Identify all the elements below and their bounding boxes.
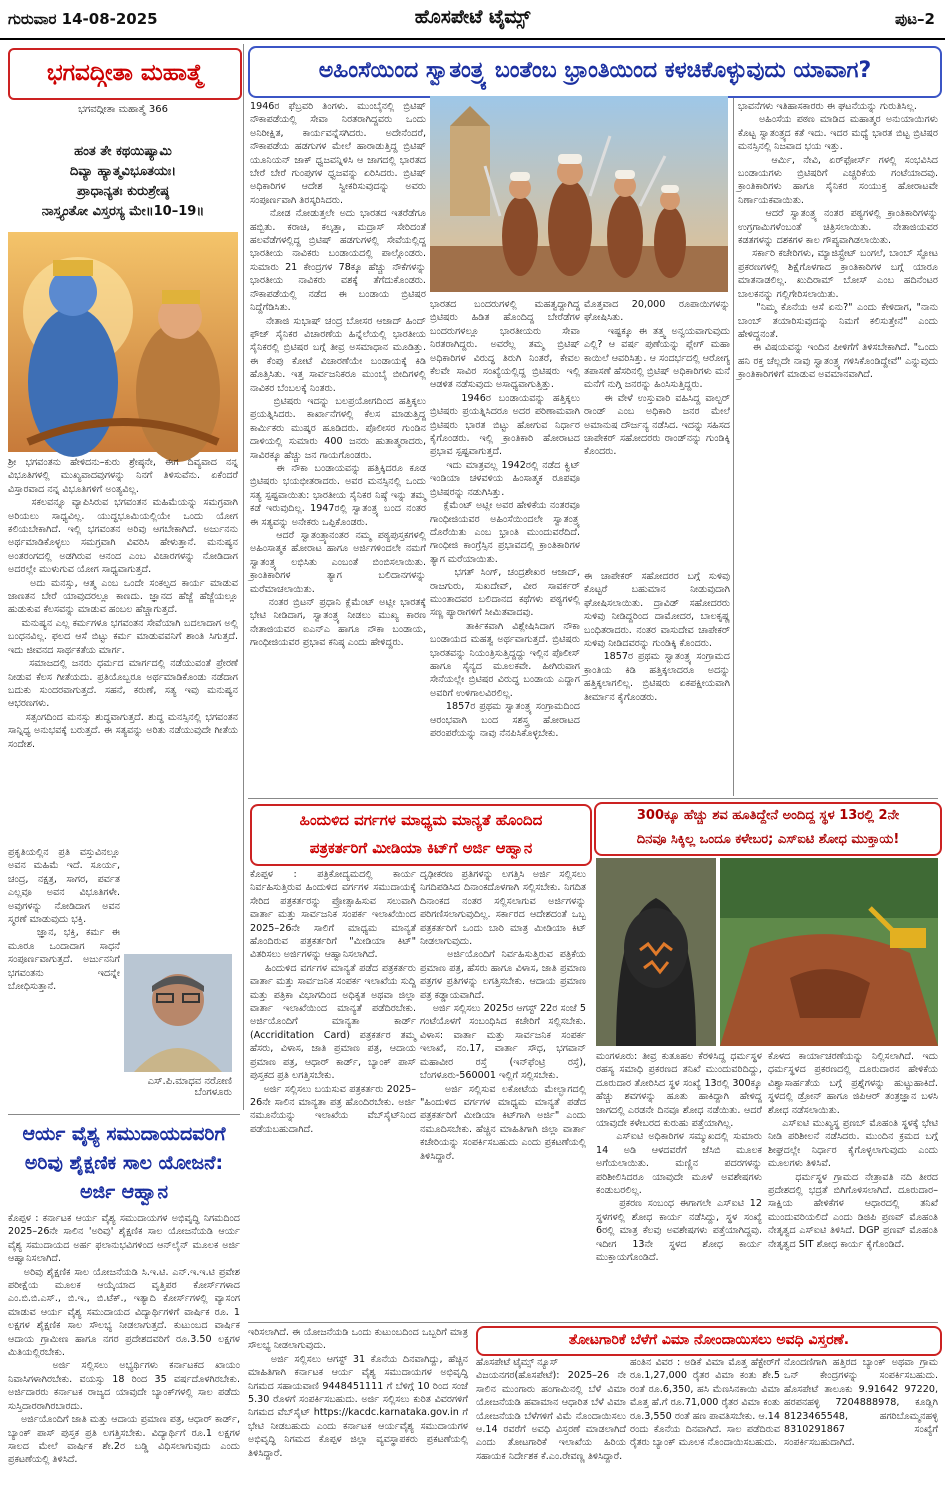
gita-body-2: ಪ್ರಕೃತಿಯಲ್ಲಿನ ಪ್ರತಿ ವಸ್ತುವಿನಲ್ಲೂ ಅವನ ಮಹಿಮೆ ಇದೆ. ಸೂರ್ಯ, ಚಂದ್ರ, ನಕ್ಷತ್ರ, ಸಾಗರ, ಪರ್ವತ ಎಲ್ಲವೂ ಅವನ ವಿಭೂತಿಗಳೇ. ಅವುಗಳನ್ನು ನೋಡಿದಾಗ ಅವನ ಸ್ಮರಣೆ ಮಾಡುವುದು ಭಕ್ತಿ. ಜ್ಞಾನ, ಭಕ್ತಿ, ಕರ್ಮ ಈ ಮೂರೂ ಒಂದಾದಾಗ ಸಾಧನೆ ಸಂಪೂರ್ಣವಾಗುತ್ತದೆ. ಅರ್ಜುನನಿಗೆ ಭಗವಂತನು ಇದನ್ನೇ ಬೋಧಿಸುತ್ತಾನೆ. bbox=[8, 847, 120, 993]
horti-headline: ತೋಟಗಾರಿಕೆ ಬೆಳೆಗೆ ವಿಮಾ ನೋಂದಾಯಿಸಲು ಅವಧಿ ವಿಸ್ತರಣೆ. bbox=[476, 1326, 942, 1356]
section-divider bbox=[248, 1322, 938, 1323]
gita-verse: ಹಂತ ತೇ ಕಥಯಿಷ್ಯಾಮಿ ದಿವ್ಯಾ ಹ್ಯಾತ್ಮವಿಭೂತಯಃ। ಪ್ರಾಧಾನ್ಯತಃ ಕುರುಶ್ರೇಷ್ಠ ನಾಸ್ತ್ಯಂತೋ ವಿಸ್ತರಸ್ಯ ಮೇ॥10–19॥ bbox=[41, 144, 205, 219]
arya-article-body: ಕೊಪ್ಪಳ : ಕರ್ನಾಟಕ ಆರ್ಯ ವೈಶ್ಯ ಸಮುದಾಯಗಳ ಅಭಿವೃದ್ಧಿ ನಿಗಮದಿಂದ 2025–26ನೇ ಸಾಲಿನ 'ಅರಿವು' ಶೈಕ್ಷಣಿಕ ಸಾಲ ಯೋಜನೆಯಡಿ ಆರ್ಯ ವೈಶ್ಯ ಸಮುದಾಯದ ಅರ್ಹ ಫಲಾನುಭವಿಗಳಿಂದ ಆನ್‌ಲೈನ್ ಮೂಲಕ ಅರ್ಜಿ ಆಹ್ವಾನಿಸಲಾಗಿದೆ. ಅರಿವು ಶೈಕ್ಷಣಿಕ ಸಾಲ ಯೋಜನೆಯಡಿ ಸಿ.ಇ.ಟಿ. ಎನ್.ಇ.ಇ.ಟಿ ಪ್ರವೇಶ ಪರೀಕ್ಷೆಯ ಮೂಲಕ ಆಯ್ಕೆಯಾದ ವೃತ್ತಿಪರ ಕೋರ್ಸ್‌ಗಳಾದ ಎಂ.ಬಿ.ಬಿ.ಎಸ್., ಬಿ.ಇ., ಬಿ.ಟೆಕ್., ಇತ್ಯಾದಿ ಕೋರ್ಸ್‌ಗಳಲ್ಲಿ ವ್ಯಾಸಂಗ ಮಾಡುವ ಆರ್ಯ ವೈಶ್ಯ ಸಮುದಾಯದ ವಿದ್ಯಾರ್ಥಿಗಳಿಗೆ ವಾರ್ಷಿಕ ರೂ. 1 ಲಕ್ಷಗಳ ಶೈಕ್ಷಣಿಕ ಸಾಲ ಸೌಲಭ್ಯ ನೀಡಲಾಗುತ್ತದೆ. ಕುಟುಂಬದ ವಾರ್ಷಿಕ ಆದಾಯ ಗ್ರಾಮೀಣ ಹಾಗೂ ನಗರ ಪ್ರದೇಶದವರಿಗೆ ರೂ.3.50 ಲಕ್ಷಗಳ ಮಿತಿಯಲ್ಲಿರಬೇಕು. ಅರ್ಜಿ ಸಲ್ಲಿಸಲು ಅಭ್ಯರ್ಥಿಗಳು ಕರ್ನಾಟಕದ ಖಾಯಂ ನಿವಾಸಿಗಳಾಗಿರಬೇಕು. ವಯಸ್ಸು 18 ರಿಂದ 35 ವರ್ಷದೊಳಗಿರಬೇಕು. ಅರ್ಜಿದಾರರು ಕರ್ನಾಟಕ ರಾಜ್ಯದ ಯಾವುದೇ ಬ್ಯಾಂಕ್‌ಗಳಲ್ಲಿ ಸಾಲ ಪಡೆದು ಸುಸ್ತಿದಾರರಾಗಿರಬಾರದು. ಅರ್ಜಿಯೊಂದಿಗೆ ಜಾತಿ ಮತ್ತು ಆದಾಯ ಪ್ರಮಾಣ ಪತ್ರ, ಆಧಾರ್ ಕಾರ್ಡ್, ಬ್ಯಾಂಕ್ ಪಾಸ್ ಪುಸ್ತಕ ಪ್ರತಿ ಲಗತ್ತಿಸಬೇಕು. ವಿದ್ಯಾರ್ಥಿಗೆ ರೂ.1 ಲಕ್ಷಗಳ ಸಾಲದ ಮೇಲೆ ವಾರ್ಷಿಕ ಶೇ.2ರ ಬಡ್ಡಿ ವಿಧಿಸಲಾಗುವುದು ಎಂದು ಪ್ರಕಟಣೆಯಲ್ಲಿ ತಿಳಿಸಿದೆ. bbox=[8, 1213, 241, 1466]
sit-headline: 300ಕ್ಕೂ ಹೆಚ್ಚು ಶವ ಹೂತಿದ್ದೇನೆ ಅಂದಿದ್ದ ಸ್ಥಳ 13ರಲ್ಲಿ 2ನೇ ದಿನವೂ ಸಿಕ್ಕಿಲ್ಲ ಒಂದೂ ಕಳೇಬರ; ಎಸ್‌ಐಟಿ ಶೋಧ ಮುಕ್ತಾಯ! bbox=[594, 802, 942, 856]
sit-article-col2: ಕೊಳದ ಕಾರ್ಯಾಚರಣೆಯನ್ನು ನಿಲ್ಲಿಸಲಾಗಿದೆ. ಇದು ಧರ್ಮಸ್ಥಳದ ಪ್ರಕರಣದಲ್ಲಿ ದೂರುದಾರನ ಹೇಳಿಕೆಯ ವಿಶ್ವಾಸಾರ್ಹತೆಯ ಬಗ್ಗೆ ಪ್ರಶ್ನೆಗಳನ್ನು ಹುಟ್ಟುಹಾಕಿದೆ. ಸ್ಥಳದಲ್ಲಿ ಡ್ರೋನ್ ಹಾಗೂ ಜಿಪಿಆರ್ ತಂತ್ರಜ್ಞಾನ ಬಳಸಿ ಶೋಧ ನಡೆಸಲಾಯಿತು. ಎಸ್‌ಐಟಿ ಮುಖ್ಯಸ್ಥ ಪ್ರಣಬ್ ಮೊಹಂತಿ ಸ್ಥಳಕ್ಕೆ ಭೇಟಿ ನೀಡಿ ಪರಿಶೀಲನೆ ನಡೆಸಿದರು. ಮುಂದಿನ ಕ್ರಮದ ಬಗ್ಗೆ ಶೀಘ್ರದಲ್ಲೇ ನಿರ್ಧಾರ ಕೈಗೊಳ್ಳಲಾಗುವುದು ಎಂದು ಮೂಲಗಳು ತಿಳಿಸಿವೆ. ಧರ್ಮಸ್ಥಳ ಗ್ರಾಮದ ನೇತ್ರಾವತಿ ನದಿ ತೀರದ ಪ್ರದೇಶದಲ್ಲಿ ಭದ್ರತೆ ಬಿಗಿಗೊಳಿಸಲಾಗಿದೆ. ದೂರುದಾರ–ಸಾಕ್ಷಿಯ ಹೇಳಿಕೆಗಳ ಆಧಾರದಲ್ಲಿ ತನಿಖೆ ಮುಂದುವರಿಯಲಿದೆ ಎಂದು ಡಿಜಿಪಿ ಪ್ರಣವ್ ಮೊಹಂತಿ ನೇತೃತ್ವದ ಎಸ್‌ಐಟಿ ತಿಳಿಸಿದೆ. DGP ಪ್ರಣವ್ ಮೊಹಂತಿ ನೇತೃತ್ವದ SIT ಶೋಧ ಕಾರ್ಯ ಕೈಗೊಂಡಿದೆ. bbox=[768, 1051, 939, 1250]
horti-article-col2: ಹಂತಿನ ವಿವರ : ಅಡಿಕೆ ವಿಮಾ ಮೊತ್ತ ಹೆಕ್ಟೇರ್‌ಗೆ ರೂ.1,27,000 ರೈತರ ವಿಮಾ ಕಂತು ಶೇ.5 ರಂತೆ ರೂ.6,350, ಹಸಿ ಮೆಣಸಿನಕಾಯಿ ವಿಮಾ ಮೊತ್ತ ಹೆ.ಗೆ ರೂ.71,000 ರೈತರ ವಿಮಾ ಕಂತು ರೂ.3,550 ರಂತೆ ಹಣ ಪಾವತಿಸಬೇಕು. ಆ.14 ರಂದು ಕೊನೆಯ ದಿನವಾಗಿದೆ. ಸಾಲ ಪಡೆದಿರುವ ರೈತರು ಬ್ಯಾಂಕ್ ಮೂಲಕ ನೊಂದಾಯಿಸಬಹುದು. bbox=[630, 1357, 784, 1449]
arya-article-col2: ಇರಿಸಲಾಗಿದೆ. ಈ ಯೋಜನೆಯಡಿ ಒಂದು ಕುಟುಂಬದಿಂದ ಒಬ್ಬರಿಗೆ ಮಾತ್ರ ಸೌಲಭ್ಯ ನೀಡಲಾಗುವುದು. ಅರ್ಜಿ ಸಲ್ಲಿಸಲು ಆಗಸ್ಟ್ 31 ಕೊನೆಯ ದಿನವಾಗಿದ್ದು, ಹೆಚ್ಚಿನ ಮಾಹಿತಿಗಾಗಿ ಕರ್ನಾಟಕ ಆರ್ಯ ವೈಶ್ಯ ಸಮುದಾಯಗಳ ಅಭಿವೃದ್ಧಿ ನಿಗಮದ ಸಹಾಯವಾಣಿ 9448451111 ಗೆ ಬೆಳಿಗ್ಗೆ 10 ರಿಂದ ಸಂಜೆ 5.30 ರೊಳಗೆ ಸಂಪರ್ಕಿಸಬಹುದು. ಅರ್ಜಿ ಸಲ್ಲಿಸಲು ಕುರಿತ ವಿವರಗಳಿಗೆ ನಿಗಮದ ವೆಬ್‌ಸೈಟ್ https://kacdc.karnataka.gov.in ಗೆ ಭೇಟಿ ನೀಡಬಹುದು ಎಂದು ಕರ್ನಾಟಕ ಆರ್ಯವೈಶ್ಯ ಸಮುದಾಯಗಳ ಅಭಿವೃದ್ಧಿ ನಿಗಮದ ಕೊಪ್ಪಳ ಜಿಲ್ಲಾ ವ್ಯವಸ್ಥಾಪಕರು ಪ್ರಕಟಣೆಯಲ್ಲಿ ತಿಳಿಸಿದ್ದಾರೆ. bbox=[248, 1327, 469, 1459]
main-article-col3-top: ಮೊತ್ತವಾದ 20,000 ರೂಪಾಯಿಗಳನ್ನು ಘೋಷಿಸಿತು. ಇಷ್ಟಕ್ಕೂ ಈ ತತ್ತ್ವ ಅನ್ವಯವಾಗುವುದು ಎಲ್ಲಿ? ಆ ವರ್ಷ ಪುಣೆಯನ್ನು ಪ್ಲೇಗ್ ಮಹಾ ಕಾಯಿಲೆ ಆವರಿಸಿತ್ತು. ಆ ಸಂದರ್ಭದಲ್ಲಿ ಆರೋಗ್ಯ ತಪಾಸಣೆ ಹೆಸರಿನಲ್ಲಿ ಬ್ರಿಟಿಷ್ ಅಧಿಕಾರಿಗಳು ಮನೆ ಮನೆಗೆ ನುಗ್ಗಿ ಜನರನ್ನು ಹಿಂಸಿಸುತ್ತಿದ್ದರು. ಈ ವೇಳೆ ಉಸ್ತುವಾರಿ ವಹಿಸಿದ್ದ ವಾಲ್ಟರ್ ರಾಂಡ್ ಎಂಬ ಅಧಿಕಾರಿ ಜನರ ಮೇಲೆ ಅಮಾನುಷ ದೌರ್ಜನ್ಯ ನಡೆಸಿದ. ಇದನ್ನು ಸಹಿಸದ ಚಾಪೇಕರ್ ಸಹೋದರರು ರಾಂಡ್‌ನನ್ನು ಗುಂಡಿಕ್ಕಿ ಕೊಂದರು. bbox=[584, 299, 731, 458]
arya-headline: ಆರ್ಯ ವೈಶ್ಯ ಸಮುದಾಯದವರಿಗೆ ಅರಿವು ಶೈಕ್ಷಣಿಕ ಸಾಲ ಯೋಜನೆ: ಅರ್ಜಿ ಆಹ್ವಾನ bbox=[22, 1123, 226, 1203]
gita-body: ಶ್ರೀ ಭಗವಂತನು ಹೇಳಿದನು–ಕುರು ಶ್ರೇಷ್ಠನೇ, ಈಗ ದಿವ್ಯವಾದ ನನ್ನ ವಿಭೂತಿಗಳಲ್ಲಿ ಮುಖ್ಯವಾದವುಗಳನ್ನು ನಿನಗೆ ತಿಳಿಸುವೆನು. ಏಕೆಂದರೆ ವಿಸ್ತಾರವಾದ ನನ್ನ ವಿಭೂತಿಗಳಿಗೆ ಅಂತ್ಯವಿಲ್ಲ. ಸಕಲವನ್ನೂ ವ್ಯಾಪಿಸಿರುವ ಭಗವಂತನ ಮಹಿಮೆಯನ್ನು ಸಮಗ್ರವಾಗಿ ಅರಿಯಲು ಸಾಧ್ಯವಿಲ್ಲ. ಯುದ್ಧಭೂಮಿಯಲ್ಲಿಯೇ ಒಂದು ಯೋಗ ಕಲಿಯಬೇಕಾಗಿದೆ. ಇಲ್ಲಿ ಭಗವಂತನ ಅರಿವು ಆಗಬೇಕಾಗಿದೆ. ಅರ್ಜುನನು ಅರ್ಥಮಾಡಿಕೊಳ್ಳಲು ಸಮಗ್ರವಾಗಿ ವಿವರಿಸಿ ಹೇಳುತ್ತಾನೆ. ಮನುಷ್ಯನ ಅಂತರಂಗದಲ್ಲಿ ಅಡಗಿರುವ ಆನಂದ ಎಂಬ ವಿಚಾರಗಳನ್ನು ನೋಡಿದಾಗ ಅದರಲ್ಲೇ ಮುಳುಗುವ ಯೋಗ ಸಾಧ್ಯವಾಗುತ್ತದೆ. ಅದು ಮನಸ್ಸು, ಆತ್ಮ ಎಂಬ ಒಂದೇ ಸಂಕಲ್ಪದ ಕಾರ್ಯ ಮಾಡುವ ಜಾಣತನ ಬೇರೆ ಯಾವುದರಲ್ಲೂ ಕಾಣದು. ಜ್ಞಾನದ ಹೆಜ್ಜೆ ಹೆಜ್ಜೆಯಲ್ಲೂ ಹುಡುಕುವ ಕೆಲಸವನ್ನು ಮಾಡುವ ಹಂಬಲ ಹೆಚ್ಚಾಗುತ್ತದೆ. ಮನುಷ್ಯನ ಎಲ್ಲ ಕರ್ಮಗಳೂ ಭಗವಂತನ ಸೇವೆಯಾಗಿ ಬದಲಾದಾಗ ಅಲ್ಲಿ ಬಂಧನವಿಲ್ಲ. ಫಲದ ಆಸೆ ಬಿಟ್ಟು ಕರ್ಮ ಮಾಡುವವನಿಗೆ ಶಾಂತಿ ಸಿಗುತ್ತದೆ. ಇದು ಜೀವನದ ಸಾರ್ಥಕತೆಯ ಮಾರ್ಗ. ಸಮಾಜದಲ್ಲಿ ಜನರು ಧರ್ಮದ ಮಾರ್ಗದಲ್ಲಿ ನಡೆಯುವಂತೆ ಪ್ರೇರಣೆ ನೀಡುವ ಕೆಲಸ ಗೀತೆಯದು. ಪ್ರತಿಯೊಬ್ಬರೂ ಅರ್ಥಮಾಡಿಕೊಂಡು ನಡೆದಾಗ ಬದುಕು ಸುಂದರವಾಗುತ್ತದೆ. ಸಹನೆ, ಕರುಣೆ, ಸತ್ಯ ಇವು ಮನುಷ್ಯನ ಆಭರಣಗಳು. ಸತ್ಸಂಗದಿಂದ ಮನಸ್ಸು ಶುದ್ಧವಾಗುತ್ತದೆ. ಶುದ್ಧ ಮನಸ್ಸಿನಲ್ಲಿ ಭಗವಂತನ ಸಾನ್ನಿಧ್ಯ ಅನುಭವಕ್ಕೆ ಬರುತ್ತದೆ. ಈ ಸತ್ಯವನ್ನು ಅರಿತು ನಡೆಯುವುದೇ ಗೀತೆಯ ಸಂದೇಶ. bbox=[8, 457, 238, 750]
media-article-col2: ದೃಢೀಕರಣ ಪ್ರತಿಗಳನ್ನು ಲಗತ್ತಿಸಿ ಅರ್ಜಿ ಸಲ್ಲಿಸಲು ನಿಗದಿಪಡಿಸಿದ ದಿನಾಂಕದೊಳಗಾಗಿ ಸಲ್ಲಿಸಬೇಕು. ನಿಗದಿತ ದಿನಾಂಕದ ನಂತರ ಸಲ್ಲಿಸಲಾಗುವ ಅರ್ಜಿಗಳನ್ನು ಪರಿಗಣಿಸಲಾಗುವುದಿಲ್ಲ. ಸರ್ಕಾರದ ಆದೇಶದಂತೆ ಒಬ್ಬ ಪತ್ರಕರ್ತರಿಗೆ ಒಂದು ಬಾರಿ ಮಾತ್ರ ಮೀಡಿಯಾ ಕಿಟ್ ನೀಡಲಾಗುವುದು. ಅರ್ಜಿಯೊಂದಿಗೆ ನಿರ್ವಹಿಸುತ್ತಿರುವ ಪತ್ರಿಕೆಯ ಪ್ರಮಾಣ ಪತ್ರ, ಹೆಸರು ಹಾಗೂ ವಿಳಾಸ, ಜಾತಿ ಪ್ರಮಾಣ ಪತ್ರಗಳ ಪ್ರತಿಗಳನ್ನು ಲಗತ್ತಿಸಬೇಕು. ಆದಾಯ ಪ್ರಮಾಣ ಪತ್ರ ಕಡ್ಡಾಯವಾಗಿದೆ. ಅರ್ಜಿ ಸಲ್ಲಿಸಲು 2025ರ ಆಗಸ್ಟ್ 22ರ ಸಂಜೆ 5 ಗಂಟೆಯೊಳಗೆ ಸಂಬಂಧಿಸಿದ ಕಚೇರಿಗೆ ಸಲ್ಲಿಸಬೇಕು. ವಿಳಾಸ: ವಾರ್ತಾ ಮತ್ತು ಸಾರ್ವಜನಿಕ ಸಂಪರ್ಕ ಇಲಾಖೆ, ನಂ.17, ವಾರ್ತಾ ಸೌಧ, ಭಗವಾನ್ ಮಹಾವೀರ ರಸ್ತೆ (ಇನ್‌ಫೆಂಟ್ರಿ ರಸ್ತೆ), ಬೆಂಗಳೂರು-560001 ಇಲ್ಲಿಗೆ ಸಲ್ಲಿಸಬೇಕು. ಅರ್ಜಿ ಸಲ್ಲಿಸುವ ಲಕೋಟೆಯ ಮೇಲ್ಭಾಗದಲ್ಲಿ "ಹಿಂದುಳಿದ ವರ್ಗಗಳ ಮಾಧ್ಯಮ ಮಾನ್ಯತೆ ಪಡೆದ ಪತ್ರಕರ್ತರಿಗೆ ಮೀಡಿಯಾ ಕಿಟ್‌ಗಾಗಿ ಅರ್ಜಿ" ಎಂದು ನಮೂದಿಸಬೇಕು. ಹೆಚ್ಚಿನ ಮಾಹಿತಿಗಾಗಿ ಜಿಲ್ಲಾ ವಾರ್ತಾ ಕಚೇರಿಯನ್ನು ಸಂಪರ್ಕಿಸಬಹುದು ಎಂದು ಪ್ರಕಟಣೆಯಲ್ಲಿ ತಿಳಿಸಿದ್ದಾರೆ. bbox=[420, 869, 587, 1162]
column-divider bbox=[243, 44, 244, 1110]
author-portrait-icon bbox=[124, 954, 232, 1072]
page-number: ಪುಟ–2 bbox=[895, 10, 935, 28]
main-article-col3-bottom: ಈ ಚಾಪೇಕರ್ ಸಹೋದರರ ಬಗ್ಗೆ ಸುಳಿವು ಕೊಟ್ಟರೆ ಬಹುಮಾನ ನೀಡುವುದಾಗಿ ಘೋಷಿಸಲಾಯಿತು. ದ್ರಾವಿಡ್ ಸಹೋದರರು ಸುಳಿವು ನೀಡಿದ್ದರಿಂದ ದಾಮೋದರ, ಬಾಲಕೃಷ್ಣ ಬಂಧಿತರಾದರು. ನಂತರ ವಾಸುದೇವ ಚಾಪೇಕರ್ ಸುಳಿವು ನೀಡಿದವರನ್ನು ಗುಂಡಿಕ್ಕಿ ಕೊಂದರು. 1857ರ ಪ್ರಥಮ ಸ್ವಾತಂತ್ರ್ಯ ಸಂಗ್ರಾಮದ ಕ್ರಾಂತಿಯ ಕಿಡಿ ಹತ್ತಿಕ್ಕಲಾದರೂ ಅದನ್ನು ಹತ್ತಿಕ್ಕಲಾಗಲಿಲ್ಲ. ಬ್ರಿಟಿಷರು ಏಕಪಕ್ಷೀಯವಾಗಿ ತೀರ್ಮಾನ ಕೈಗೊಂಡರು. bbox=[584, 571, 730, 703]
horti-article-col1: ಹೊಸಪೇಟೆ ಟೈಮ್ಸ್ ನ್ಯೂಸ್ ವಿಜಯನಗರ(ಹೊಸಪೇಟೆ): 2025–26 ನೇ ಸಾಲಿನ ಮುಂಗಾರು ಹಂಗಾಮಿನಲ್ಲಿ ಬೆಳೆ ವಿಮಾ ಯೋಜನೆಯಡಿ ಹವಾಮಾನ ಆಧಾರಿತ ಬೆಳೆ ವಿಮಾ ಯೋಜನೆಯಡಿ ಬೆಳೆಗಳಿಗೆ ವಿಮೆ ನೊಂದಾಯಿಸಲು ಆ.14 ರವರೆಗೆ ಅವಧಿ ವಿಸ್ತರಣೆ ಮಾಡಲಾಗಿದೆ ಎಂದು ತೋಟಗಾರಿಕೆ ಇಲಾಖೆಯ ಹಿರಿಯ ಸಹಾಯಕ ನಿರ್ದೇಶಕ ಕೆ.ಎಂ.ರೇವಣ್ಣ ತಿಳಿಸಿದ್ದಾರೆ. bbox=[476, 1357, 626, 1462]
author-caption: ಎಸ್.ಪಿ.ಮಾಧವ ನರೋಣಿ ಬೆಂಗಳೂರು bbox=[147, 1076, 232, 1098]
media-headline: ಹಿಂದುಳಿದ ವರ್ಗಗಳ ಮಾಧ್ಯಮ ಮಾನ್ಯತೆ ಹೊಂದಿದ ಪತ್ರಕರ್ತರಿಗೆ ಮೀಡಿಯಾ ಕಿಟ್‌ಗೆ ಅರ್ಜಿ ಆಹ್ವಾನ bbox=[250, 804, 592, 866]
main-article-col4: ಭಾವನೆಗಳು ಇತಿಹಾಸಕಾರರು ಈ ಘಟನೆಯನ್ನು ಗುರುತಿಸಿಲ್ಲ. ಅಹಿಂಸೆಯ ಪಠಣ ಮಾಡಿದ ಮಹಾತ್ಮರ ಅನುಯಾಯಿಗಳು ಕೊಟ್ಟ ಸ್ವಾತಂತ್ರ್ಯದ ಕತೆ ಇದು. ಇದರ ಮಧ್ಯೆ ಭಾರತ ಬಿಟ್ಟ ಬ್ರಿಟಿಷರ ಮನಸ್ಸಿನಲ್ಲಿ ನಿಜವಾದ ಭಯ ಇತ್ತು. ಆರ್ಮಿ, ನೇವಿ, ಏರ್‌ಫೋರ್ಸ್ ಗಳಲ್ಲಿ ಸಂಭವಿಸಿದ ಬಂಡಾಯಗಳು ಬ್ರಿಟಿಷರಿಗೆ ಎಚ್ಚರಿಕೆಯ ಗಂಟೆಯಾದವು. ಕ್ರಾಂತಿಕಾರಿಗಳು ಹಾಗೂ ಸೈನಿಕರ ಸಂಯುಕ್ತ ಹೋರಾಟವೇ ನಿರ್ಣಾಯಕವಾಯಿತು. ಆದರೆ ಸ್ವಾತಂತ್ರ್ಯ ನಂತರ ಪಠ್ಯಗಳಲ್ಲಿ ಕ್ರಾಂತಿಕಾರಿಗಳನ್ನು ಉಗ್ರಗಾಮಿಗಳೆಂಬಂತೆ ಚಿತ್ರಿಸಲಾಯಿತು. ನೇತಾಜಿಯವರ ಕಡತಗಳನ್ನು ದಶಕಗಳ ಕಾಲ ಗೌಪ್ಯವಾಗಿಡಲಾಯಿತು. ಸರ್ಕಾರಿ ಕಚೇರಿಗಳು, ಮ್ಯಾಜಿಸ್ಟ್ರೇಟ್ ಬಂಗಲೆ, ಬಾಂಬ್ ಸ್ಫೋಟ ಪ್ರಕರಣಗಳಲ್ಲಿ ಶಿಕ್ಷೆಗೊಳಗಾದ ಕ್ರಾಂತಿಕಾರಿಗಳ ಬಗ್ಗೆ ಯಾರೂ ಮಾತನಾಡಲಿಲ್ಲ. ಖುದಿರಾಮ್ ಬೋಸ್ ಎಂಬ ಹದಿನೆಂಟರ ಬಾಲಕನನ್ನು ಗಲ್ಲಿಗೇರಿಸಲಾಯಿತು. "ನಿಮ್ಮ ಕೊನೆಯ ಆಸೆ ಏನು?" ಎಂದು ಕೇಳಿದಾಗ, "ನಾನು ಬಾಂಬ್ ತಯಾರಿಸುವುದನ್ನು ನಿಮಗೆ ಕಲಿಸುತ್ತೇನೆ" ಎಂದು ಹೇಳಿದ್ದನಂತೆ. ಈ ವಿಷಯವನ್ನು ಇಂದಿನ ಪೀಳಿಗೆಗೆ ತಿಳಿಸಬೇಕಾಗಿದೆ. "ಒಂದು ಹನಿ ರಕ್ತ ಚೆಲ್ಲದೇ ನಾವು ಸ್ವಾತಂತ್ರ್ಯ ಗಳಿಸಿಕೊಂಡಿದ್ದೇವೆ" ಎನ್ನುವುದು ಕ್ರಾಂತಿಕಾರಿಗಳಿಗೆ ಮಾಡುವ ಅವಮಾನವಾಗಿದೆ. bbox=[738, 101, 939, 381]
gita-title: ಭಗವದ್ಗೀತಾ ಮಹಾತ್ಮೆ bbox=[8, 48, 242, 100]
section-divider bbox=[8, 1114, 240, 1115]
column-divider bbox=[733, 96, 734, 796]
krishna-arjuna-illustration-icon bbox=[8, 232, 238, 452]
paper-title: ಹೊಸಪೇಟೆ ಟೈಮ್ಸ್ bbox=[414, 6, 531, 28]
media-article-col1: ಕೊಪ್ಪಳ : ಪತ್ರಿಕೋದ್ಯಮದಲ್ಲಿ ಕಾರ್ಯ ನಿರ್ವಹಿಸುತ್ತಿರುವ ಹಿಂದುಳಿದ ವರ್ಗಗಳ ಸಮುದಾಯಕ್ಕೆ ಸೇರಿದ ಪತ್ರಕರ್ತರನ್ನು ಪ್ರೋತ್ಸಾಹಿಸುವ ಸಲುವಾಗಿ ವಾರ್ತಾ ಮತ್ತು ಸಾರ್ವಜನಿಕ ಸಂಪರ್ಕ ಇಲಾಖೆಯಿಂದ 2025–26ನೇ ಸಾಲಿಗೆ ಮಾಧ್ಯಮ ಮಾನ್ಯತೆ ಹೊಂದಿರುವ ಪತ್ರಕರ್ತರಿಗೆ "ಮೀಡಿಯಾ ಕಿಟ್" ವಿತರಿಸಲು ಅರ್ಜಿಗಳನ್ನು ಆಹ್ವಾನಿಸಲಾಗಿದೆ. ಹಿಂದುಳಿದ ವರ್ಗಗಳ ಮಾನ್ಯತೆ ಪಡೆದ ಪತ್ರಕರ್ತರು ವಾರ್ತಾ ಮತ್ತು ಸಾರ್ವಜನಿಕ ಸಂಪರ್ಕ ಇಲಾಖೆಯ ಸುದ್ದಿ ಮತ್ತು ಪತ್ರಿಕಾ ವಿಭಾಗದಿಂದ ಅಧಿಕೃತ ಅಥವಾ ಜಿಲ್ಲಾ ವಾರ್ತಾ ಇಲಾಖೆಯಿಂದ ಮಾನ್ಯತೆ ಪಡೆದಿರಬೇಕು. ಅರ್ಜಿಯೊಂದಿಗೆ ಮಾನ್ಯತಾ ಕಾರ್ಡ್ (Accriditation Card) ಪತ್ರಕರ್ತರ ತಮ್ಮ ಹೆಸರು, ವಿಳಾಸ, ಜಾತಿ ಪ್ರಮಾಣ ಪತ್ರ, ಆದಾಯ ಪ್ರಮಾಣ ಪತ್ರ, ಆಧಾರ್ ಕಾರ್ಡ್, ಬ್ಯಾಂಕ್ ಪಾಸ್ ಪುಸ್ತಕದ ಪ್ರತಿ ಲಗತ್ತಿಸಬೇಕು. ಅರ್ಜಿ ಸಲ್ಲಿಸಲು ಬಯಸುವ ಪತ್ರಕರ್ತರು 2025–26ನೇ ಸಾಲಿನ ಮಾನ್ಯತಾ ಪತ್ರ ಹೊಂದಿರಬೇಕು. ಅರ್ಜಿ ನಮೂನೆಯನ್ನು ಇಲಾಖೆಯ ವೆಬ್‌ಸೈಟ್‌ನಿಂದ ಪಡೆಯಬಹುದಾಗಿದೆ. bbox=[250, 869, 416, 1135]
issue-date: ಗುರುವಾರ 14-08-2025 bbox=[8, 10, 158, 28]
excavation-site-photo-icon bbox=[720, 858, 938, 1046]
section-divider bbox=[248, 798, 938, 799]
masked-witness-photo-icon bbox=[596, 858, 716, 1046]
horti-article-col3: ನೊಂದಣಿಗಾಗಿ ಹತ್ತಿರದ ಬ್ಯಾಂಕ್ ಅಥವಾ ಗ್ರಾಮ ಒನ್ ಕೇಂದ್ರಗಳನ್ನು ಸಂಪರ್ಕಿಸಬಹುದು. ಹೊಸಪೇಟೆ ತಾಲೂಕು 9.91642 97220, ಹರಪನಹಳ್ಳಿ 7204888978, ಕೂಡ್ಲಿಗಿ 8123465548, ಹಗರಿಬೊಮ್ಮನಹಳ್ಳಿ 8310291867 ಸಂಖ್ಯೆಗೆ ಸಂಪರ್ಕಿಸಬಹುದಾಗಿದೆ. bbox=[784, 1357, 942, 1449]
gita-subtitle: ಭಗವದ್ಗೀತಾ ಮಹಾತ್ಮೆ 366 bbox=[78, 104, 168, 115]
masthead bbox=[0, 0, 945, 40]
main-article-col1: 1946ರ ಫೆಬ್ರವರಿ ತಿಂಗಳು. ಮುಂಬೈನಲ್ಲಿ ಬ್ರಿಟಿಷ್ ನೌಕಾಪಡೆಯಲ್ಲಿ ಸೇವಾ ನಿರತರಾಗಿದ್ದವರು ಒಂದು ಅನಿರೀಕ್ಷಿತ, ಕಾರ್ಯವನ್ನೆಸಗಿದರು. ಅದೇನೆಂದರೆ, ನೌಕಾಪಡೆಯ ಹಡಗುಗಳ ಮೇಲೆ ಹಾರಾಡುತ್ತಿದ್ದ ಬ್ರಿಟಿಷ್ ಯೂನಿಯನ್ ಜಾಕ್ ಧ್ವಜವನ್ನಿಳಿಸಿ ಆ ಜಾಗದಲ್ಲಿ ಭಾರತದ ಬೇರೆ ಬೇರೆ ಗುಂಪುಗಳ ಧ್ವಜವನ್ನು ಏರಿಸಿದರು. ಬ್ರಿಟಿಷ್ ಅಧಿಕಾರಿಗಳ ಆದೇಶ ಸ್ವೀಕರಿಸುವುದನ್ನು ಅವರು ಸಂಪೂರ್ಣವಾಗಿ ತಿರಸ್ಕರಿಸಿದರು. ನೋಡ ನೋಡುತ್ತಲೇ ಅದು ಭಾರತದ ಇತರೆಡೆಗೂ ಹಬ್ಬಿತು. ಕರಾಚಿ, ಕಲ್ಕತ್ತಾ, ಮದ್ರಾಸ್ ಸೇರಿದಂತೆ ಹಲವೆಡೆಗಳಲ್ಲಿದ್ದ ಬ್ರಿಟಿಷ್ ಹಡಗುಗಳಲ್ಲಿ ಸೇವೆಯಲ್ಲಿದ್ದ ಭಾರತೀಯ ನಾವಿಕರು ಬಂಡಾಯದಲ್ಲಿ ಪಾಲ್ಗೊಂಡರು. ಸುಮಾರು 21 ಕೇಂದ್ರಗಳ 78ಕ್ಕೂ ಹೆಚ್ಚು ನೌಕೆಗಳನ್ನು ಭಾರತೀಯ ನಾವಿಕರು ವಶಕ್ಕೆ ತೆಗೆದುಕೊಂಡರು. ನೌಕಾಪಡೆಯಲ್ಲಿ ನಡೆದ ಈ ಬಂಡಾಯ ಬ್ರಿಟಿಷರ ನಿದ್ದೆಗೆಡಿಸಿತು. ನೇತಾಜಿ ಸುಭಾಷ್ ಚಂದ್ರ ಬೋಸರ ಆಜಾದ್ ಹಿಂದ್ ಫೌಜ್ ಸೈನಿಕರ ವಿಚಾರಣೆಯ ಹಿನ್ನೆಲೆಯಲ್ಲಿ ಭಾರತೀಯ ಸೈನಿಕರಲ್ಲಿ ಬ್ರಿಟಿಷರ ಬಗ್ಗೆ ತೀವ್ರ ಅಸಮಾಧಾನ ಮೂಡಿತ್ತು. ಈ ಕೆಂಪು ಕೋಟೆ ವಿಚಾರಣೆಯೇ ಬಂಡಾಯಕ್ಕೆ ಕಿಡಿ ಹೊತ್ತಿಸಿತು. ಇತ್ತ ಸಾರ್ವಜನಿಕರೂ ಮುಂಬೈ ಬೀದಿಗಳಲ್ಲಿ ನಾವಿಕರ ಬೆಂಬಲಕ್ಕೆ ನಿಂತರು. ಬ್ರಿಟಿಷರು ಇದನ್ನು ಬಲಪ್ರಯೋಗದಿಂದ ಹತ್ತಿಕ್ಕಲು ಪ್ರಯತ್ನಿಸಿದರು. ಕಾರ್ಖಾನೆಗಳಲ್ಲಿ ಕೆಲಸ ಮಾಡುತ್ತಿದ್ದ ಕಾರ್ಮಿಕರು ಮುಷ್ಕರ ಹೂಡಿದರು. ಪೊಲೀಸರ ಗುಂಡಿನ ದಾಳಿಯಲ್ಲಿ ಸುಮಾರು 400 ಜನರು ಹುತಾತ್ಮರಾದರು, ಸಾವಿರಕ್ಕೂ ಹೆಚ್ಚು ಜನ ಗಾಯಗೊಂಡರು. ಈ ನೌಕಾ ಬಂಡಾಯವನ್ನು ಹತ್ತಿಕ್ಕಿದರೂ ಕೂಡ ಬ್ರಿಟಿಷರು ಭಯಭೀತರಾದರು. ಅವರ ಮನಸ್ಸಿನಲ್ಲಿ ಒಂದು ಸತ್ಯ ಸ್ಪಷ್ಟವಾಯಿತು: ಭಾರತೀಯ ಸೈನಿಕರ ನಿಷ್ಠೆ ಇನ್ನು ತಮ್ಮ ಕಡೆ ಇರುವುದಿಲ್ಲ. 1947ರಲ್ಲಿ ಸ್ವಾತಂತ್ರ್ಯ ಬಂದ ನಂತರ ಈ ಸತ್ಯವನ್ನು ಅನೇಕರು ಒಪ್ಪಿಕೊಂಡರು. ಆದರೆ ಸ್ವಾತಂತ್ರ್ಯಾನಂತರ ನಮ್ಮ ಪಠ್ಯಪುಸ್ತಕಗಳಲ್ಲಿ ಅಹಿಂಸಾತ್ಮಕ ಹೋರಾಟ ಹಾಗೂ ಅರ್ಜಿಗಳಿಂದಲೇ ನಮಗೆ ಸ್ವಾತಂತ್ರ್ಯ ಲಭಿಸಿತು ಎಂಬಂತೆ ಬಿಂಬಿಸಲಾಯಿತು. ಕ್ರಾಂತಿಕಾರಿಗಳ ತ್ಯಾಗ ಬಲಿದಾನಗಳನ್ನು ಮರೆಮಾಚಲಾಯಿತು. ನಂತರ ಬ್ರಿಟನ್ ಪ್ರಧಾನಿ ಕ್ಲೆಮೆಂಟ್ ಅಟ್ಲೀ ಭಾರತಕ್ಕೆ ಭೇಟಿ ನೀಡಿದಾಗ, ಸ್ವಾತಂತ್ರ್ಯ ನೀಡಲು ಮುಖ್ಯ ಕಾರಣ ನೇತಾಜಿಯವರ ಐಎನ್‌ಎ ಹಾಗೂ ನೌಕಾ ಬಂಡಾಯ, ಗಾಂಧೀಜಿಯವರ ಪ್ರಭಾವ ಕನಿಷ್ಠ ಎಂದು ಹೇಳಿದ್ದರು. bbox=[250, 101, 427, 649]
freedom-fighters-illustration-icon bbox=[430, 96, 728, 292]
sit-article-col1: ಮಂಗಳೂರು: ತೀವ್ರ ಕುತೂಹಲ ಕೆರಳಿಸಿದ್ದ ಧರ್ಮಸ್ಥಳ ರಹಸ್ಯ ಸಮಾಧಿ ಪ್ರಕರಣದ ತನಿಖೆ ಮುಂದುವರಿದಿದ್ದು, ದೂರುದಾರ ತೋರಿಸಿದ ಸ್ಥಳ ಸಂಖ್ಯೆ 13ರಲ್ಲಿ 300ಕ್ಕೂ ಹೆಚ್ಚು ಶವಗಳನ್ನು ಹೂತು ಹಾಕಿದ್ದಾಗಿ ಹೇಳಿದ್ದ ಜಾಗದಲ್ಲಿ ಎರಡನೇ ದಿನವೂ ಶೋಧ ನಡೆಯಿತು. ಆದರೆ ಯಾವುದೇ ಕಳೇಬರದ ಕುರುಹು ಪತ್ತೆಯಾಗಿಲ್ಲ. ಎಸ್‌ಐಟಿ ಅಧಿಕಾರಿಗಳ ಸಮ್ಮುಖದಲ್ಲಿ ಸುಮಾರು 14 ಅಡಿ ಆಳದವರೆಗೆ ಜೆಸಿಬಿ ಮೂಲಕ ಅಗೆಯಲಾಯಿತು. ಮಣ್ಣಿನ ಪದರಗಳನ್ನು ಪರಿಶೀಲಿಸಿದರೂ ಯಾವುದೇ ಮೂಳೆ ಅವಶೇಷಗಳು ಕಂಡುಬರಲಿಲ್ಲ. ಪ್ರಕರಣ ಸಂಬಂಧ ಈಗಾಗಲೇ ಎಸ್‌ಐಟಿ 12 ಸ್ಥಳಗಳಲ್ಲಿ ಶೋಧ ಕಾರ್ಯ ನಡೆಸಿದ್ದು, ಸ್ಥಳ ಸಂಖ್ಯೆ 6ರಲ್ಲಿ ಮಾತ್ರ ಕೆಲವು ಅವಶೇಷಗಳು ಪತ್ತೆಯಾಗಿದ್ದವು. ಇದೀಗ 13ನೇ ಸ್ಥಳದ ಶೋಧ ಕಾರ್ಯ ಮುಕ್ತಾಯಗೊಂಡಿದೆ. bbox=[596, 1051, 762, 1264]
main-article-col2: ಭಾರತದ ಬಂದರುಗಳಲ್ಲಿ ಮಹತ್ವದ್ದಾಗಿದ್ದ ಬ್ರಿಟಿಷರು ಹಿಡಿತ ಹೊಂದಿದ್ದ ಬೇರೆಡೆಗಳ ಬಂದರುಗಳಲ್ಲೂ ಭಾರತೀಯರು ಸೇವಾ ನಿರತರಾಗಿದ್ದರು. ಅವರೆಲ್ಲ ತಮ್ಮ ಬ್ರಿಟಿಷ್ ಅಧಿಕಾರಿಗಳ ವಿರುದ್ಧ ತಿರುಗಿ ನಿಂತರೆ, ಕೇವಲ ಕೆಲವೇ ಸಾವಿರ ಸಂಖ್ಯೆಯಲ್ಲಿದ್ದ ಬ್ರಿಟಿಷರು ಇಲ್ಲಿ ಆಡಳಿತ ನಡೆಸುವುದು ಅಸಾಧ್ಯವಾಗುತ್ತಿತ್ತು. 1946ರ ಬಂಡಾಯವನ್ನು ಹತ್ತಿಕ್ಕಲು ಬ್ರಿಟಿಷರು ಪ್ರಯತ್ನಿಸಿದರೂ ಅದರ ಪರಿಣಾಮವಾಗಿ ಬ್ರಿಟಿಷರು ಭಾರತ ಬಿಟ್ಟು ಹೋಗುವ ನಿರ್ಧಾರ ಕೈಗೊಂಡರು. ಇಲ್ಲಿ ಕ್ರಾಂತಿಕಾರಿ ಹೋರಾಟದ ಪ್ರಭಾವ ಸ್ಪಷ್ಟವಾಗುತ್ತದೆ. ಇದು ಮಾತ್ರವಲ್ಲ 1942ರಲ್ಲಿ ನಡೆದ ಕ್ವಿಟ್ ಇಂಡಿಯಾ ಚಳವಳಿಯ ಹಿಂಸಾತ್ಮಕ ರೂಪವೂ ಬ್ರಿಟಿಷರನ್ನು ನಡುಗಿಸಿತ್ತು. ಕ್ಲೆಮೆಂಟ್ ಅಟ್ಲೀ ಅವರ ಹೇಳಿಕೆಯ ನಂತರವೂ ಗಾಂಧೀಜಿಯವರ ಅಹಿಂಸೆಯಿಂದಲೇ ಸ್ವಾತಂತ್ರ್ಯ ದೊರೆಯಿತು ಎಂಬ ಭ್ರಾಂತಿ ಮುಂದುವರೆದಿದೆ. ಗಾಂಧೀಜಿ ಕಾಂಗ್ರೆಸ್ಸಿನ ಪ್ರಭಾವದಲ್ಲಿ ಕ್ರಾಂತಿಕಾರಿಗಳ ತ್ಯಾಗ ಮರೆಯಾಯಿತು. ಭಗತ್ ಸಿಂಗ್, ಚಂದ್ರಶೇಖರ ಆಜಾದ್, ರಾಜಗುರು, ಸುಖದೇವ್, ವೀರ ಸಾವರ್ಕರ್ ಮುಂತಾದವರ ಬಲಿದಾನದ ಕಥೆಗಳು ಪಠ್ಯಗಳಲ್ಲಿ ಸಣ್ಣ ಪ್ಯಾರಾಗಳಿಗೆ ಸೀಮಿತವಾದವು. ತಾರ್ಕಿಕವಾಗಿ ವಿಶ್ಲೇಷಿಸಿದಾಗ ನೌಕಾ ಬಂಡಾಯದ ಮಹತ್ವ ಅರ್ಥವಾಗುತ್ತದೆ. ಬ್ರಿಟಿಷರು ಭಾರತವನ್ನು ನಿಯಂತ್ರಿಸುತ್ತಿದ್ದದ್ದು ಇಲ್ಲಿನ ಪೊಲೀಸ್ ಹಾಗೂ ಸೈನ್ಯದ ಮೂಲಕವೇ. ಹೀಗಿರುವಾಗ ಸೇನೆಯಲ್ಲೇ ಬ್ರಿಟಿಷರ ವಿರುದ್ಧ ಬಂಡಾಯ ಎದ್ದಾಗ ಅವರಿಗೆ ಉಳಿಗಾಲವಿರಲಿಲ್ಲ. 1857ರ ಪ್ರಥಮ ಸ್ವಾತಂತ್ರ್ಯ ಸಂಗ್ರಾಮದಿಂದ ಆರಂಭವಾಗಿ ಬಂದ ಸಶಸ್ತ್ರ ಹೋರಾಟದ ಪರಂಪರೆಯನ್ನು ನಾವು ನೆನಪಿಸಿಕೊಳ್ಳಬೇಕು. bbox=[430, 299, 581, 739]
main-headline: ಅಹಿಂಸೆಯಿಂದ ಸ್ವಾತಂತ್ರ್ಯ ಬಂತೆಂಬ ಭ್ರಾಂತಿಯಿಂದ ಕಳಚಿಕೊಳ್ಳುವುದು ಯಾವಾಗ? bbox=[248, 46, 942, 98]
